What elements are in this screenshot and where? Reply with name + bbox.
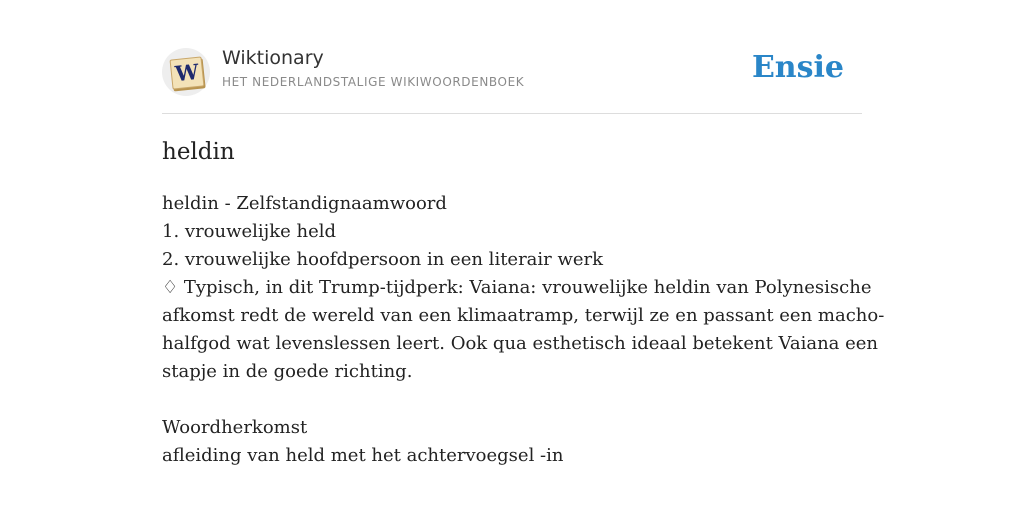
logo-letter: W <box>173 58 200 87</box>
site-header <box>162 44 862 100</box>
wiktionary-logo-icon[interactable] <box>162 48 210 96</box>
etymology-text: afleiding van held met het achtervoegsel -in <box>162 445 564 466</box>
logo-tile <box>170 56 205 89</box>
page-title: heldin <box>162 139 235 165</box>
example-line: ♢ Typisch, in dit Trump-tijdperk: Vaiana: vrouwelijke heldin van Polynesische <box>162 277 872 298</box>
entry-content <box>162 190 885 470</box>
header-divider <box>162 113 862 114</box>
site-subtitle: HET NEDERLANDSTALIGE WIKIWOORDENBOEK <box>222 75 525 89</box>
definition-item: 2. vrouwelijke hoofdpersoon in een literair werk <box>162 249 604 270</box>
definition-item: 1. vrouwelijke held <box>162 221 337 242</box>
example-line: stapje in de goede richting. <box>162 361 413 382</box>
ensie-brand-link[interactable]: Ensie <box>751 50 844 85</box>
spacer <box>162 386 862 414</box>
part-of-speech-line: heldin - Zelfstandignaamwoord <box>162 193 447 214</box>
example-line: halfgod wat levenslessen leert. Ook qua esthetisch ideaal betekent Vaiana een <box>162 333 879 354</box>
etymology-heading: Woordherkomst <box>162 417 308 438</box>
example-line: afkomst redt de wereld van een klimaatramp, terwijl ze en passant een macho- <box>162 305 885 326</box>
site-name[interactable]: Wiktionary <box>222 47 324 69</box>
